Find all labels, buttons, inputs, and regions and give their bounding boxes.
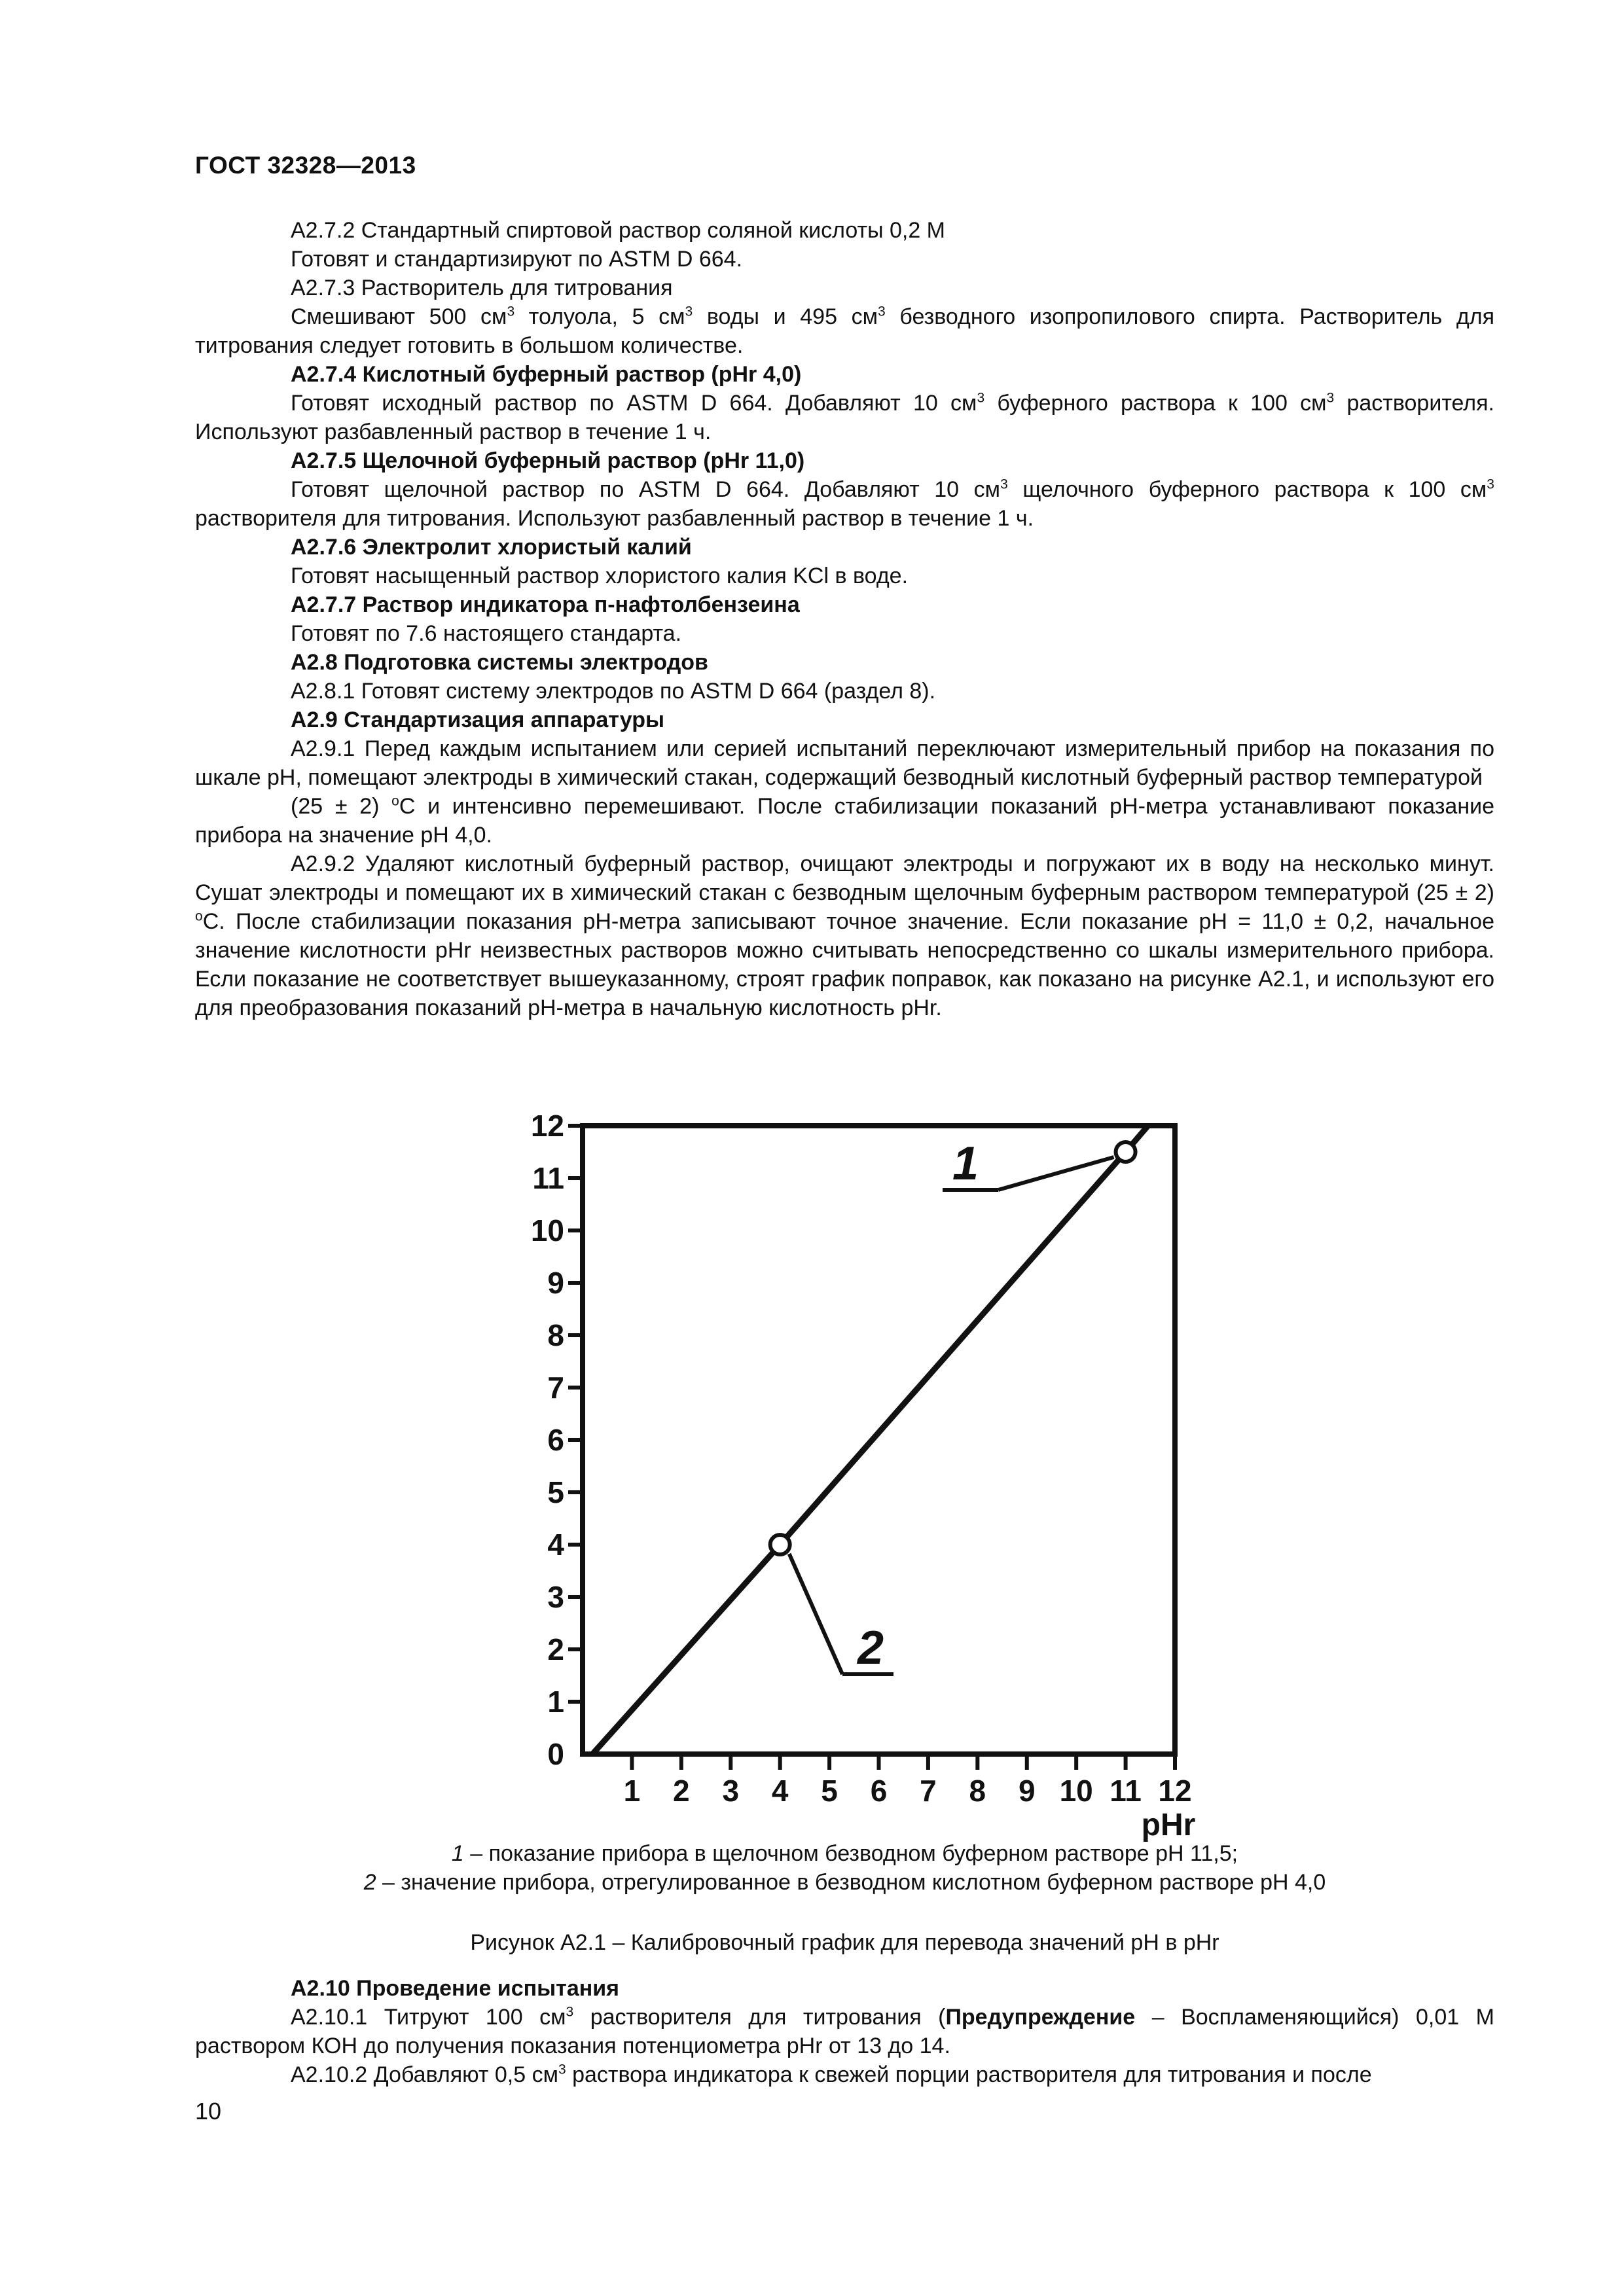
x-tick-label: 7 xyxy=(920,1774,937,1808)
x-tick-label: 8 xyxy=(969,1774,986,1808)
paragraph-a2-10-2: А2.10.2 Добавляют 0,5 $см^3$ раствора индикатора к свежей порции растворителя для титрования и после xyxy=(291,2062,1372,2087)
y-tick-label: 2 xyxy=(547,1632,564,1666)
section-heading-a2-8: А2.8 Подготовка системы электродов xyxy=(291,650,708,675)
paragraph: А2.8.1 Готовят систему электродов по ASTM D 664 (раздел 8). xyxy=(291,679,936,704)
paragraph: Готовят насыщенный раствор хлористого калия KCl в воде. xyxy=(291,564,909,588)
x-tick-label: 11 xyxy=(1110,1774,1142,1808)
paragraph-a2-7-2: А2.7.2 Стандартный спиртовой раствор соляной кислоты 0,2 М xyxy=(291,218,945,243)
y-tick-label: 0 xyxy=(547,1737,564,1771)
y-tick-label: 4 xyxy=(547,1528,564,1562)
section-heading-a2-10: А2.10 Проведение испытания xyxy=(291,1976,620,2001)
y-tick-label: 10 xyxy=(530,1213,564,1247)
marker-point-2 xyxy=(770,1535,790,1554)
paragraph-a2-10-1: А2.10.1 Титруют 100 $см^3$ растворителя для титрования (Предупреждение – Воспламеняющийся) 0,01 М раствором КОН до получения показания потенциометра рНr от 13 до 14. xyxy=(195,2004,1495,2058)
section-heading-a2-7-7: А2.7.7 Раствор индикатора п-нафтолбензеина xyxy=(291,592,800,617)
marker-1-label: 1 xyxy=(952,1138,979,1190)
section-heading-a2-7-6: А2.7.6 Электролит хлористый калий xyxy=(291,535,692,560)
calibration-line xyxy=(592,1094,1175,1754)
y-tick-label: 9 xyxy=(547,1266,564,1300)
y-tick-label: 11 xyxy=(532,1161,564,1195)
page-number: 10 xyxy=(195,2098,222,2125)
figure-legend-2: 2 – значение прибора, отрегулированное в безводном кислотном буферном растворе рН 4,0 xyxy=(363,1870,1326,1895)
marker-point-1 xyxy=(1116,1142,1136,1162)
paragraph: Готовят и стандартизируют по ASTM D 664. xyxy=(291,247,743,272)
x-tick-label: 1 xyxy=(623,1774,641,1808)
x-tick-label: 6 xyxy=(870,1774,888,1808)
calibration-chart xyxy=(481,1106,1201,1842)
paragraph-a2-9-2: А2.9.2 Удаляют кислотный буферный раствор, очищают электроды и погружают их в воду на несколько минут. Сушат электроды и помещают их в химический стакан с безводным щелочным буферным раствором температурой (25 ± 2) $^о$С. После стабилизации показания рН-метра записывают точное значение. Если показание рН = 11,0 ± 0,2, начальное значение кислотности рНr неизвестных растворов можно считывать непосредственно со шкалы измерительного прибора. Если показание не соответствует вышеуказанному, строят график поправок, как показано на рисунке А2.1, и используют его для преобразования показаний рН-метра в начальную кислотность рНr. xyxy=(195,852,1494,1020)
paragraph-a2-9-1: А2.9.1 Перед каждым испытанием или серией испытаний переключают измерительный прибор на показания по шкале рН, помещают электроды в химический стакан, содержащий безводный кислотный буферный раствор температурой xyxy=(195,736,1494,790)
x-axis-label: pHr xyxy=(1141,1808,1196,1842)
paragraph: Готовят исходный раствор по ASTM D 664. Добавляют 10 $см^3$ буферного раствора к 100 $см^3$ растворителя. Используют разбавленный раствор в течение 1 ч. xyxy=(195,390,1494,444)
x-tick-label: 9 xyxy=(1018,1774,1036,1808)
paragraph: Готовят по 7.6 настоящего стандарта. xyxy=(291,621,682,646)
y-tick-label: 1 xyxy=(547,1685,564,1719)
x-tick-label: 3 xyxy=(722,1774,740,1808)
x-tick-label: 12 xyxy=(1158,1774,1192,1808)
section-heading-a2-7-4: А2.7.4 Кислотный буферный раствор (рНr 4,0) xyxy=(291,362,802,387)
y-tick-label: 3 xyxy=(547,1580,564,1614)
figure-title: Рисунок А2.1 – Калибровочный график для перевода значений рН в рНr xyxy=(470,1930,1219,1955)
chart-svg xyxy=(481,1106,1201,1842)
paragraph: (25 ± 2) $^о$С и интенсивно перемешивают. После стабилизации показаний рН-метра устанавливают показание прибора на значение рН 4,0. xyxy=(195,793,1494,848)
x-tick-label: 5 xyxy=(821,1774,838,1808)
y-tick-label: 6 xyxy=(547,1423,564,1457)
section-heading-a2-7-5: А2.7.5 Щелочной буферный раствор (рНr 11,0) xyxy=(291,448,805,473)
x-tick-label: 2 xyxy=(673,1774,690,1808)
marker-2-label: 2 xyxy=(857,1622,884,1674)
y-tick-label: 8 xyxy=(547,1318,564,1352)
paragraph: Готовят щелочной раствор по ASTM D 664. Добавляют 10 $см^3$ щелочного буферного раствора к 100 $см^3$ растворителя для титрования. Используют разбавленный раствор в течение 1 ч. xyxy=(195,476,1494,531)
y-tick-label: 12 xyxy=(530,1109,564,1143)
x-tick-label: 4 xyxy=(771,1774,789,1808)
paragraph: Смешивают 500 $см^3$ толуола, 5 $см^3$ воды и 495 $см^3$ безводного изопропилового спирта. Растворитель для титрования следует готовить в большом количестве. xyxy=(195,304,1494,358)
figure-legend-1: 1 – показание прибора в щелочном безводном буферном растворе рН 11,5; xyxy=(451,1841,1238,1866)
x-tick-label: 10 xyxy=(1059,1774,1093,1808)
body-text-continued xyxy=(195,1974,1494,2089)
marker-2-leader xyxy=(789,1554,842,1674)
document-header: ГОСТ 32328—2013 xyxy=(195,152,416,179)
y-tick-label: 5 xyxy=(547,1475,564,1509)
section-heading-a2-9: А2.9 Стандартизация аппаратуры xyxy=(291,708,665,732)
body-text xyxy=(195,216,1494,1022)
y-tick-label: 7 xyxy=(547,1371,564,1405)
paragraph-a2-7-3: А2.7.3 Растворитель для титрования xyxy=(291,276,673,300)
